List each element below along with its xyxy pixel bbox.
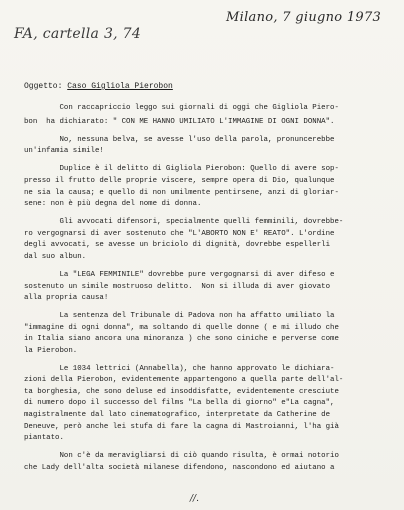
body-line: Le 1034 lettrici (Annabella), che hanno approvato le dichiara- [24, 365, 335, 373]
body-line: bon ha dichiarato: " CON ME HANNO UMILIATO L'IMMAGINE DI OGNI DONNA". [24, 118, 335, 126]
body-line: La "LEGA FEMMINILE" dovrebbe pure vergognarsi di aver difeso e [24, 271, 335, 279]
body-line: Gli avvocati difensori, specialmente quelli femminili, dovrebbe- [24, 218, 344, 226]
body-line: che Lady dell'alta società milanese difendono, nascondono ed aiutano a [24, 464, 335, 472]
body-line: dal suo albun. [24, 253, 87, 261]
body-line: in Italia siano ancora una minoranza ) che sono ciniche e perverse come [24, 335, 339, 343]
body-line: un'infamia simile! [24, 147, 104, 155]
subject-line [24, 82, 394, 92]
body-line: zioni della Pierobon, evidentemente appartengono a quella parte dell'al- [24, 376, 344, 384]
footer-mark: //. [190, 494, 199, 504]
body-line: ro vergognarsi di aver sostenuto che "L'ABORTO NON E' REATO". L'ordine [24, 230, 335, 238]
handwritten-dateline: Milano, 7 giugno 1973 [226, 10, 382, 25]
body-line: Duplice è il delitto di Gigliola Pierobon: Quello di avere sop- [24, 165, 339, 173]
body-line: degli avvocati, se avesse un briciolo di dignità, dovrebbe espellerli [24, 241, 331, 249]
body-line: Deneuve, però anche lei stufa di fare la cagna di Mastroianni, l'ha già [24, 423, 339, 431]
body-line: di numero dopo il successo del films "La bella di giorno" e"La cagna", [24, 399, 335, 407]
archive-reference: FA, cartella 3, 74 [14, 26, 142, 42]
body-line: ta borghesia, che sono deluse ed insoddisfatte, evidentemente cresciute [24, 388, 339, 396]
body-line: No, nessuna belva, se avesse l'uso della parola, pronuncerebbe [24, 136, 335, 144]
body-line: alla propria causa! [24, 294, 109, 302]
body-line: presso il frutto delle proprie viscere, sempre opera di Dio, qualunque [24, 177, 335, 185]
body-line: ne sia la causa; e quello di non umilmente pentirsene, anzi di gloriar- [24, 189, 339, 197]
body-line: magistralmente dal lato cinematografico, interpretate da Catherine de [24, 411, 331, 419]
body-line: sene: non è più degna del nome di donna. [24, 200, 202, 208]
body-line: La sentenza del Tribunale di Padova non ha affatto umiliato la [24, 312, 335, 320]
body-line: Con raccapriccio leggo sui giornali di oggi che Gigliola Piero- [24, 104, 339, 112]
body-line: "immagine di ogni donna", ma soltando di quelle donne ( e mi illudo che [24, 324, 339, 332]
body-line: sostenuto un simile mostruoso delitto. Non si illuda di aver giovato [24, 283, 331, 291]
body-line: piantato. [24, 434, 64, 442]
subject-label: Oggetto: [24, 82, 63, 91]
subject-text: Caso Gigliola Pierobon [67, 82, 173, 91]
body-line: Non c'è da meravigliarsi di ciò quando risulta, è ormai notorio [24, 452, 339, 460]
body-line: la Pierobon. [24, 347, 78, 355]
